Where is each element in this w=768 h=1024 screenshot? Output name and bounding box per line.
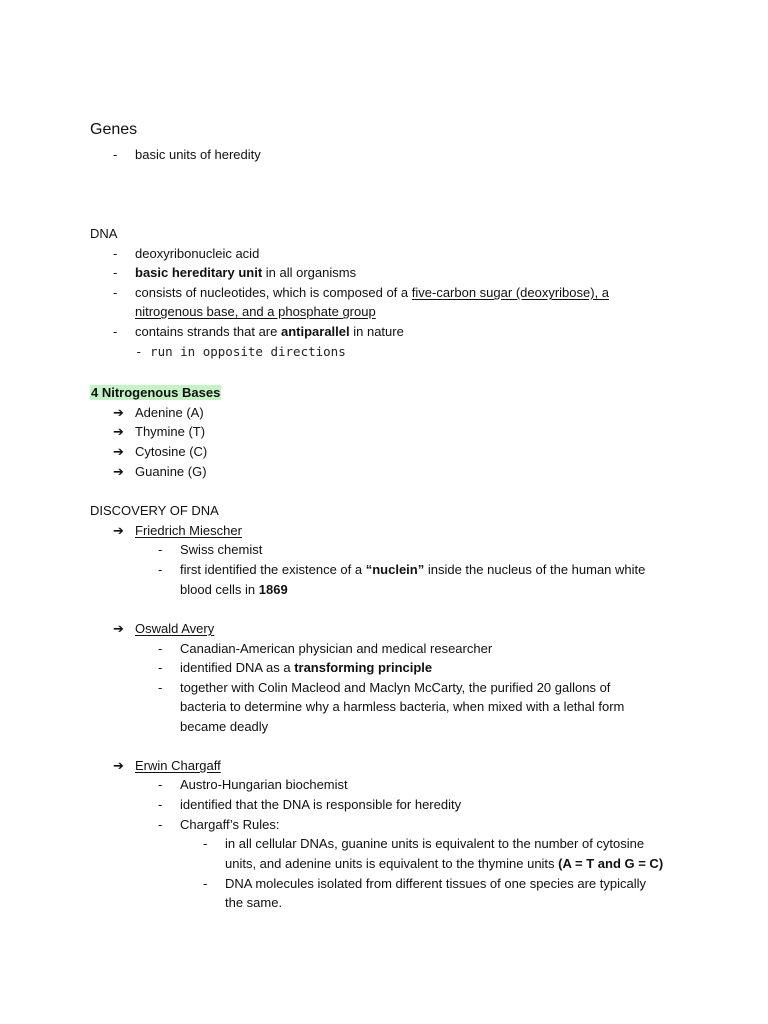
- text: consists of nucleotides, which is composed of a: [135, 285, 412, 300]
- detail-text: Swiss chemist: [180, 542, 263, 557]
- dash-bullet: -: [158, 817, 163, 832]
- base-text: Thymine (T): [135, 424, 206, 439]
- dna-heading: DNA: [90, 226, 118, 241]
- text: in all organisms: [262, 265, 357, 280]
- list-item-continuation: [180, 580, 288, 600]
- dash-bullet: -: [113, 246, 118, 261]
- dash-bullet: -: [158, 641, 163, 656]
- scientist-name: [135, 756, 221, 776]
- dash-bullet: -: [203, 836, 208, 851]
- list-item-continuation: [135, 302, 376, 322]
- detail-text: Austro-Hungarian biochemist: [180, 777, 348, 792]
- dash-bullet: -: [158, 542, 163, 557]
- dna-item-text: deoxyribonucleic acid: [135, 246, 260, 261]
- text: blood cells in: [180, 582, 259, 597]
- dash-bullet: -: [203, 876, 208, 891]
- bold-text: (A = T and G = C): [558, 856, 664, 871]
- list-item-continuation: [225, 854, 663, 874]
- genes-heading: Genes: [90, 121, 138, 138]
- detail-text: [180, 658, 432, 678]
- dash-bullet: -: [113, 324, 118, 339]
- dash-bullet: -: [158, 562, 163, 577]
- detail-text: together with Colin Macleod and Maclyn McCarty, the purified 20 gallons of: [180, 680, 611, 695]
- genes-item-text: basic units of heredity: [135, 147, 261, 162]
- highlighted-heading: 4 Nitrogenous Bases: [91, 385, 221, 400]
- text: units, and adenine units is equivalent to the thymine units: [225, 856, 559, 871]
- dash-bullet: -: [158, 797, 163, 812]
- arrow-bullet-icon: ➔: [113, 758, 124, 773]
- dna-item-text: [135, 263, 356, 283]
- text: first identified the existence of a: [180, 562, 366, 577]
- bold-text: 1869: [258, 582, 288, 597]
- bases-heading: [90, 383, 221, 403]
- dash-bullet: -: [158, 777, 163, 792]
- rule-text: in all cellular DNAs, guanine units is equivalent to the number of cytosine: [225, 836, 645, 851]
- dash-bullet: -: [158, 680, 163, 695]
- arrow-bullet-icon: ➔: [113, 464, 124, 479]
- underlined-text: Oswald Avery: [135, 621, 215, 636]
- arrow-bullet-icon: ➔: [113, 621, 124, 636]
- scientist-name: [135, 619, 214, 639]
- text: inside the nucleus of the human white: [424, 562, 646, 577]
- text: identified DNA as a: [180, 660, 295, 675]
- base-text: Adenine (A): [135, 405, 204, 420]
- dash-bullet: -: [158, 660, 163, 675]
- detail-text: [180, 560, 645, 580]
- detail-text: identified that the DNA is responsible for heredity: [180, 797, 462, 812]
- dash-bullet: -: [113, 265, 118, 280]
- scientist-name: [135, 521, 242, 541]
- arrow-bullet-icon: ➔: [113, 424, 124, 439]
- dna-item-text: [135, 322, 404, 342]
- dna-item-text: [135, 283, 609, 303]
- base-text: Cytosine (C): [135, 444, 208, 459]
- base-text: Guanine (G): [135, 464, 207, 479]
- underlined-text: five-carbon sugar (deoxyribose), a: [411, 285, 610, 300]
- dash-bullet: -: [113, 147, 118, 162]
- list-item-continuation: became deadly: [180, 719, 269, 734]
- arrow-bullet-icon: ➔: [113, 444, 124, 459]
- list-item-continuation: the same.: [225, 895, 283, 910]
- arrow-bullet-icon: ➔: [113, 523, 124, 538]
- rule-text: DNA molecules isolated from different tissues of one species are typically: [225, 876, 647, 891]
- underlined-text: Friedrich Miescher: [135, 523, 242, 538]
- list-item-continuation: bacteria to determine why a harmless bacteria, when mixed with a lethal form: [180, 699, 625, 714]
- discovery-heading: DISCOVERY OF DNA: [90, 503, 219, 518]
- text: in nature: [349, 324, 404, 339]
- bold-text: “nuclein”: [365, 562, 425, 577]
- bold-text: transforming principle: [294, 660, 433, 675]
- bold-text: antiparallel: [280, 324, 350, 339]
- underlined-text: nitrogenous base, and a phosphate group: [135, 304, 376, 319]
- bold-text: basic hereditary unit: [135, 265, 263, 280]
- dash-bullet: -: [113, 285, 118, 300]
- handwritten-note: - run in opposite directions: [135, 344, 346, 359]
- detail-text: Chargaff’s Rules:: [180, 817, 280, 832]
- arrow-bullet-icon: ➔: [113, 405, 124, 420]
- detail-text: Canadian-American physician and medical researcher: [180, 641, 493, 656]
- underlined-text: Erwin Chargaff: [135, 758, 221, 773]
- text: contains strands that are: [135, 324, 281, 339]
